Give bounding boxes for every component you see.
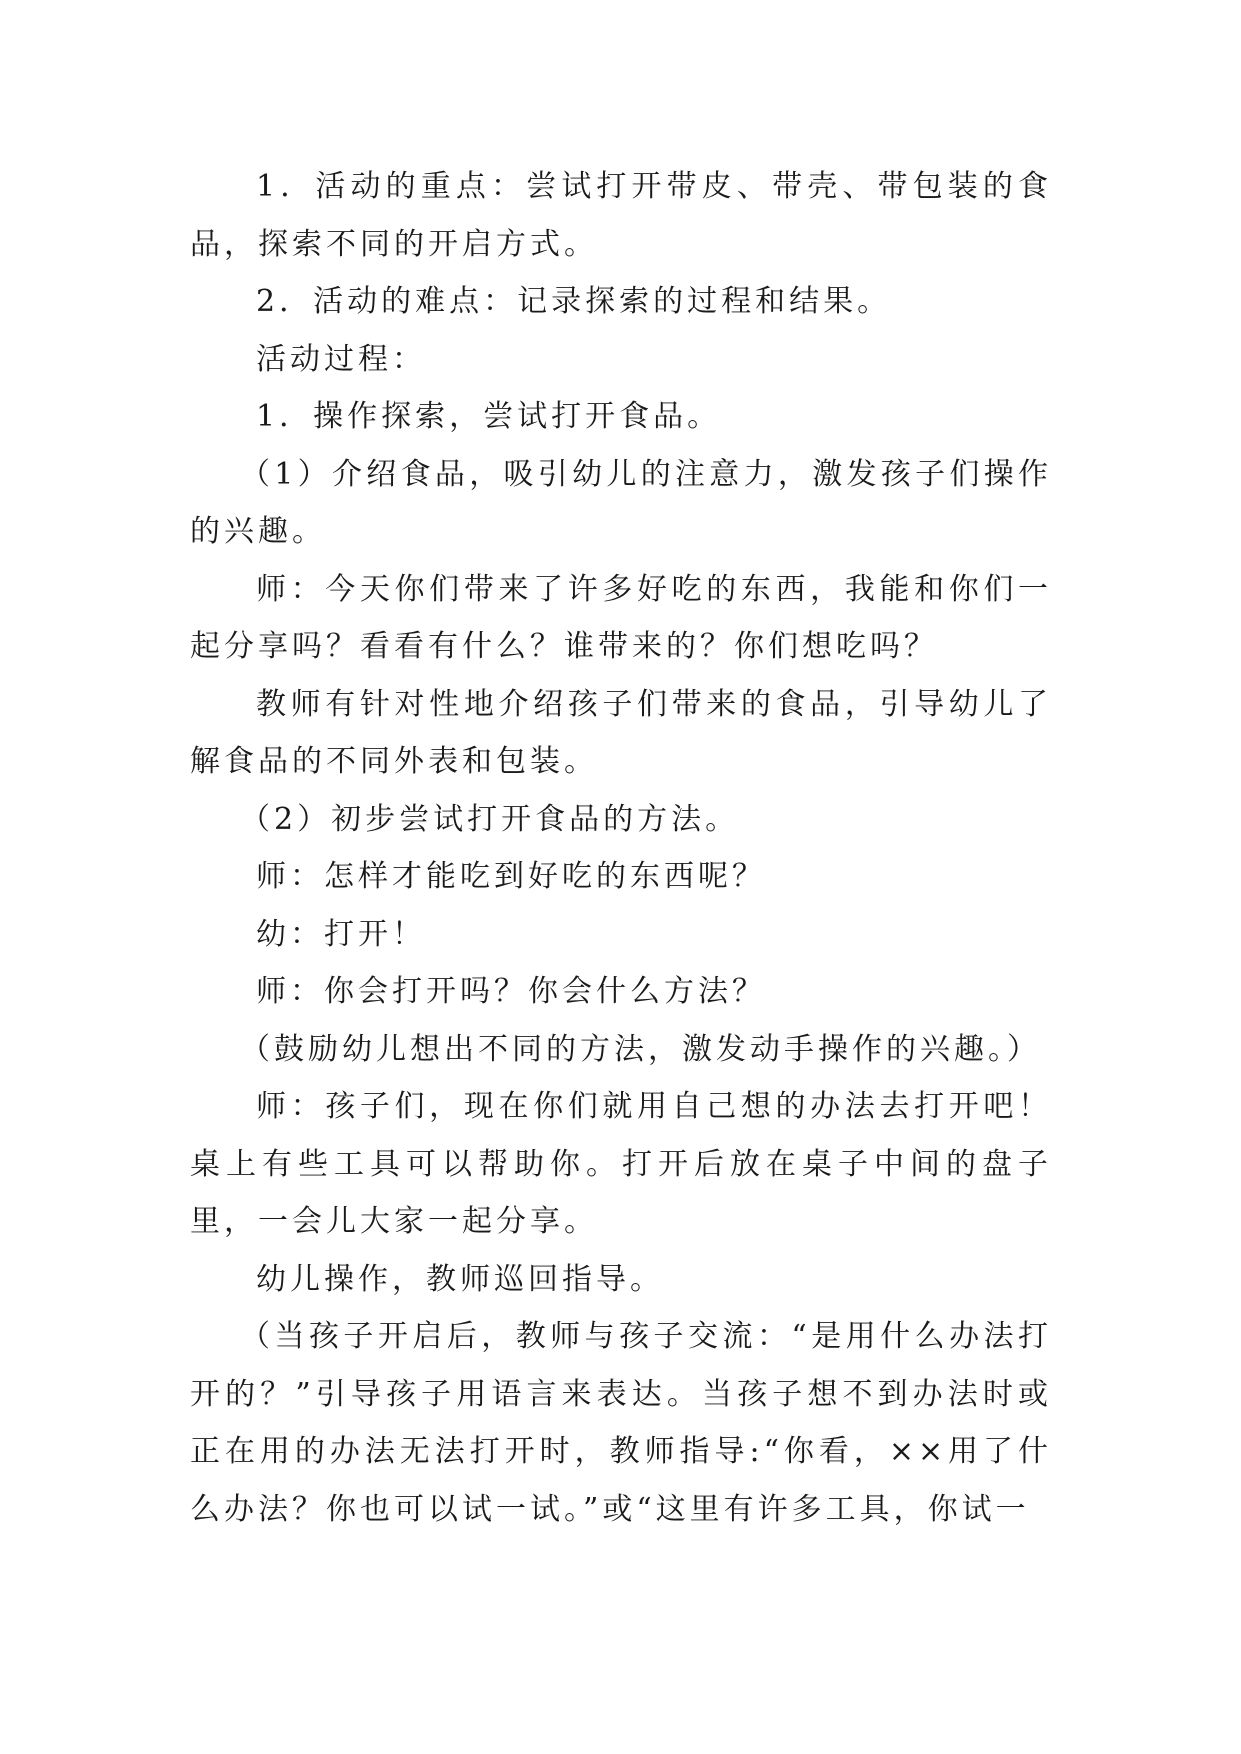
paragraph-child-1: 幼：打开！	[256, 916, 426, 952]
paragraph-substep-2: （2）初步尝试打开食品的方法。	[240, 801, 740, 837]
paragraph-teacher-1: 师：今天你们带来了许多好吃的东西，我能和你们一起分享吗？看看有什么？谁带来的？你们想吃吗？	[190, 571, 1052, 664]
paragraph-process-heading: 活动过程：	[256, 341, 426, 377]
paragraph-teacher-4: 师：孩子们，现在你们就用自己想的办法去打开吧！桌上有些工具可以帮助你。打开后放在桌子中间的盘子里，一会儿大家一起分享。	[190, 1089, 1052, 1239]
paragraph-note-2: （当孩子开启后，教师与孩子交流：“是用什么办法打开的？”引导孩子用语言来表达。当孩子想不到办法时或正在用的办法无法打开时，教师指导:“你看，××用了什么办法？你也可以试一试。”或“这里有许多工具，你试一	[190, 1319, 1052, 1527]
paragraph-teacher-3: 师：你会打开吗？你会什么方法？	[256, 974, 766, 1009]
paragraph-note-1: （鼓励幼儿想出不同的方法，激发动手操作的兴趣。）	[240, 1031, 1041, 1067]
paragraph-difficulty: 2．活动的难点：记录探索的过程和结果。	[256, 284, 892, 319]
paragraph-teacher-2: 师：怎样才能吃到好吃的东西呢？	[256, 859, 766, 894]
paragraph-step-1: 1．操作探索，尝试打开食品。	[256, 399, 722, 434]
paragraph-child-operation: 幼儿操作，教师巡回指导。	[256, 1261, 664, 1297]
paragraph-substep-1: （1）介绍食品，吸引幼儿的注意力，激发孩子们操作的兴趣。	[190, 456, 1052, 549]
paragraph-key-point: 1．活动的重点：尝试打开带皮、带壳、带包装的食品，探索不同的开启方式。	[190, 169, 1052, 262]
paragraph-teacher-intro: 教师有针对性地介绍孩子们带来的食品，引导幼儿了解食品的不同外表和包装。	[190, 686, 1052, 779]
document-body	[190, 158, 1052, 1538]
